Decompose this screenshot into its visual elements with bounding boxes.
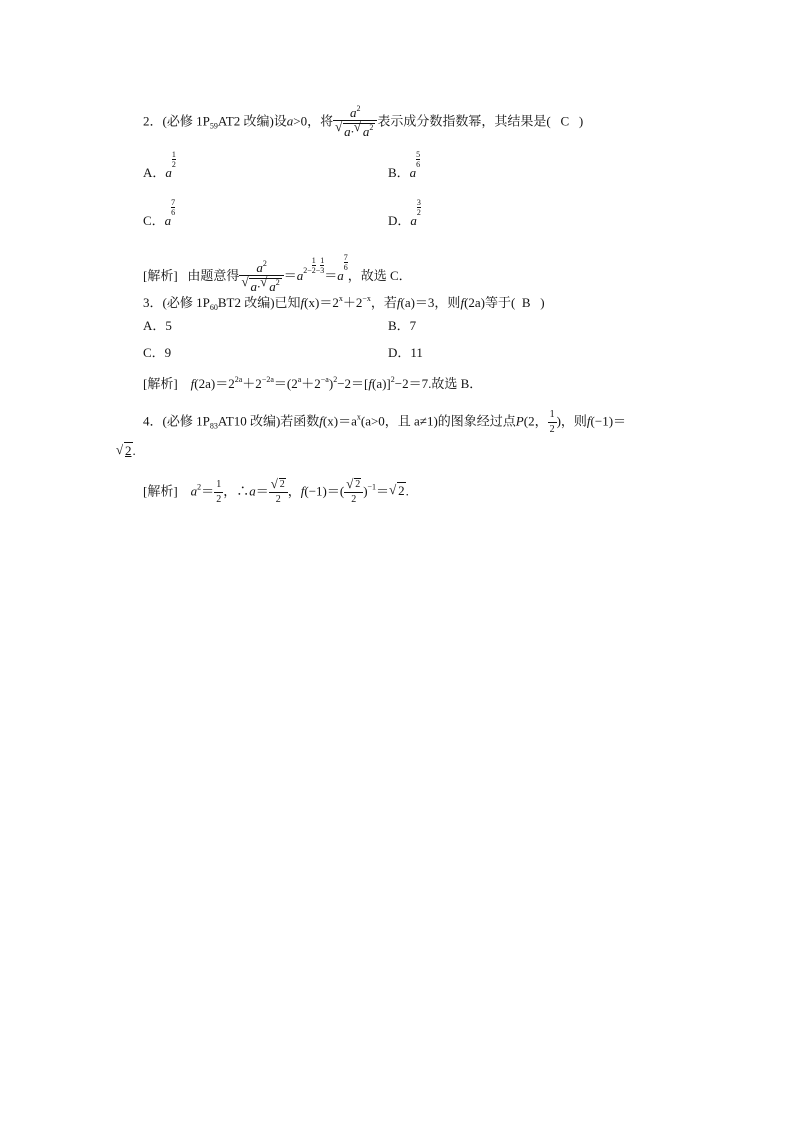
sol-dot: . xyxy=(405,483,409,499)
sol-eq1: ＝ xyxy=(201,483,215,499)
sol-p5: ＋2 xyxy=(301,376,321,391)
sol-p6: ) xyxy=(328,376,334,391)
sol-half-num: 1 xyxy=(216,479,222,490)
q3-expr-1-sup: x xyxy=(338,294,343,303)
sol-p3: ＋2 xyxy=(242,376,262,391)
q4-pt-den: 2 xyxy=(549,424,555,435)
q4-solution xyxy=(143,478,409,507)
sol-tail: ，故选 C． xyxy=(347,268,412,283)
q3-expr-2: ＋2 xyxy=(342,295,363,310)
q2-frac-den-sqrt: √ a· √ $a^2$ xyxy=(335,119,374,139)
sol-frac-num-exp: 2 xyxy=(262,258,267,268)
q2-fraction xyxy=(333,102,377,139)
choice-label: B． xyxy=(388,318,410,333)
sol-s6: 2 xyxy=(390,375,395,384)
q2-number: 2． xyxy=(143,113,163,129)
q4-answer-sqrt: √ 2 xyxy=(116,442,132,458)
choice-base: a xyxy=(164,213,172,228)
solution-lead: 由题意得 xyxy=(187,268,240,283)
q2-choice-c xyxy=(143,198,175,230)
q3-solution xyxy=(143,371,482,393)
q2-answer: C xyxy=(560,113,570,129)
sol-a: a xyxy=(190,483,198,499)
choice-exp-num: 7 xyxy=(171,198,176,207)
sol-half-num: 1 xyxy=(311,256,316,265)
sol-base-2: a xyxy=(337,268,344,283)
q3-stem xyxy=(143,290,545,317)
q4-source-page: 83 xyxy=(209,421,218,431)
q4-answer-radicand: 2 xyxy=(125,443,132,458)
q2-condition: >0，将 xyxy=(293,113,334,129)
choice-base: a xyxy=(409,165,417,180)
q2-frac-den: a· xyxy=(344,124,354,139)
choice-value: 11 xyxy=(410,345,423,360)
sol-close: ) xyxy=(363,483,368,499)
sol-root-frac-2 xyxy=(344,478,363,507)
q4-pt-close: )，则 xyxy=(556,413,587,429)
sol-sup2: 2 xyxy=(197,482,202,492)
q4-f2-rest: (−1)＝ xyxy=(590,413,627,429)
q3-fa: f xyxy=(396,295,401,310)
sol-frac-den-sqrt: √ a· √ $a^2$ xyxy=(241,273,280,294)
q3-source-page: 60 xyxy=(209,303,218,312)
sol-half-den: 2 xyxy=(311,266,316,275)
q3-source: (必修 1P xyxy=(162,295,210,310)
q4-answer-tail: . xyxy=(132,443,136,458)
choice-exp-den: 2 xyxy=(416,208,421,217)
sol-p2: (2a)＝2 xyxy=(194,376,235,391)
sol-result-den: 6 xyxy=(343,263,348,272)
sol-exp-2: 2 xyxy=(303,266,308,275)
choice-label: D． xyxy=(388,213,411,228)
choice-exp-den: 2 xyxy=(171,160,176,169)
q2-source-suffix: AT2 改编)设 xyxy=(217,113,287,129)
q3-expr-1: (x)＝2 xyxy=(304,295,339,310)
q3-choice-c xyxy=(143,344,171,362)
sol-inner-base: a xyxy=(269,278,276,294)
sol-p7: −2＝[ xyxy=(337,376,369,391)
q3-f: f xyxy=(300,295,305,310)
sol-s5: 2 xyxy=(333,375,338,384)
sol-f: f xyxy=(300,483,305,499)
q4-number: 4． xyxy=(143,413,163,429)
q3-source-suffix: BT2 改编)已知 xyxy=(217,295,301,310)
q2-choice-d xyxy=(388,198,421,230)
sol-a2: a xyxy=(249,483,256,499)
choice-label: A． xyxy=(143,165,166,180)
choice-value: 5 xyxy=(165,318,172,333)
sol-final-sqrt: √ 2 xyxy=(389,482,405,499)
q2-close: ) xyxy=(578,113,584,129)
q2-var-a: a xyxy=(286,113,294,129)
sol-rest: (−1)＝( xyxy=(304,483,345,499)
q3-choice-a xyxy=(143,317,172,335)
sol-comma: ， xyxy=(287,483,301,499)
sol-s1: 2a xyxy=(234,375,243,384)
sol-frac-den: a· xyxy=(250,278,261,294)
q4-f: f xyxy=(319,413,323,429)
sol-eq-2: ＝ xyxy=(324,268,338,283)
sol-minus-2: − xyxy=(315,266,321,275)
choice-base: a xyxy=(410,213,417,228)
q3-choice-b xyxy=(388,317,416,335)
sol-minus: − xyxy=(307,266,312,275)
q4-source: (必修 1P xyxy=(162,413,210,429)
q3-close: ) xyxy=(540,295,545,310)
q4-stem xyxy=(143,408,626,437)
sol-root-den: 2 xyxy=(269,492,288,507)
sol-f-2: f xyxy=(368,376,372,391)
q3-answer: B xyxy=(521,295,531,310)
q2-inner-base: a xyxy=(362,124,370,139)
q3-mid: ，若 xyxy=(370,295,397,310)
q2-source: (必修 1P xyxy=(162,113,210,129)
sol-eq: ＝ xyxy=(283,268,297,283)
choice-value: 7 xyxy=(409,318,417,333)
sol-root-sqrt: √ 2 xyxy=(270,476,285,491)
sol-eq3: ＝ xyxy=(376,483,390,499)
q4-answer-line xyxy=(116,442,136,460)
sol-half-den: 2 xyxy=(216,494,222,505)
sol-base: a xyxy=(296,268,304,283)
q3-f2a-rest: (2a)等于( xyxy=(464,295,516,310)
sol-result-num: 7 xyxy=(343,253,348,262)
q3-f2a: f xyxy=(460,295,465,310)
choice-label: A． xyxy=(143,318,166,333)
choice-base: a xyxy=(165,165,172,180)
choice-label: C． xyxy=(143,213,165,228)
solution-tag: [解析] xyxy=(143,483,178,499)
q4-source-suffix: AT10 改编)若函数 xyxy=(217,413,320,429)
sol-eq2: ＝ xyxy=(255,483,269,499)
sol-final: 2 xyxy=(398,483,405,499)
sol-root-num-2: 2 xyxy=(355,479,361,490)
q3-fa-rest: (a)＝3，则 xyxy=(400,295,461,310)
q2-sol-fraction xyxy=(239,257,283,294)
sol-frac-num: a xyxy=(256,259,263,275)
q4-point-p: P xyxy=(515,413,524,429)
sol-root-sqrt-2: √ 2 xyxy=(346,476,361,491)
solution-tag: [解析] xyxy=(143,376,178,391)
q3-number: 3． xyxy=(143,295,163,310)
q4-pt-frac xyxy=(548,408,557,437)
q2-choice-b xyxy=(388,150,420,182)
sol-third-num: 1 xyxy=(320,256,325,265)
q4-cond: (a>0，且 a≠1)的图象经过点 xyxy=(360,413,516,429)
sol-root-num: 2 xyxy=(279,479,285,490)
q4-fx-rest: (x)＝a xyxy=(322,413,357,429)
q2-stem xyxy=(143,104,583,141)
sol-half xyxy=(214,478,223,507)
sol-sup-m1: −1 xyxy=(367,482,377,492)
choice-exp-num: 3 xyxy=(416,198,421,207)
sol-third-den: 3 xyxy=(320,266,325,275)
q2-frac-num: a xyxy=(350,105,357,120)
choice-exp-den: 6 xyxy=(171,208,176,217)
sol-s2: −2a xyxy=(261,375,274,384)
q3-choice-d xyxy=(388,344,423,362)
solution-tag: [解析] xyxy=(143,268,178,283)
choice-value: 9 xyxy=(164,345,172,360)
q2-tail: 表示成分数指数幂，其结果是( xyxy=(377,113,551,129)
q2-source-page: 59 xyxy=(209,121,218,131)
q4-pt-open: (2， xyxy=(523,413,548,429)
q2-choice-a xyxy=(143,150,176,182)
sol-f: f xyxy=(190,376,195,391)
sol-s4: −a xyxy=(320,375,329,384)
sol-inner-exp: 2 xyxy=(275,277,280,287)
choice-label: C． xyxy=(143,345,165,360)
q4-f2: f xyxy=(586,413,591,429)
choice-exp-num: 5 xyxy=(416,150,421,159)
choice-exp-num: 1 xyxy=(171,150,176,159)
sol-inner-sqrt: √ $a^2$ xyxy=(260,273,280,294)
sol-s3: a xyxy=(297,375,302,384)
q2-frac-num-exp: 2 xyxy=(356,104,361,113)
sol-p4: ＝(2 xyxy=(273,376,298,391)
q3-expr-2-sup: −x xyxy=(362,294,371,303)
sol-root-frac xyxy=(269,478,288,507)
sol-therefore: ，∴ xyxy=(223,483,250,499)
q4-pt-num: 1 xyxy=(549,409,555,420)
q2-inner-sqrt: √ $a^2$ xyxy=(353,119,374,139)
choice-exp-den: 6 xyxy=(416,160,421,169)
q4-sup: x xyxy=(356,412,361,422)
q2-inner-exp: 2 xyxy=(369,123,374,132)
sol-p9: (a)] xyxy=(372,376,391,391)
choice-label: B． xyxy=(388,165,410,180)
sol-root-den-2: 2 xyxy=(344,492,363,507)
sol-p10: −2＝7.故选 B． xyxy=(394,376,483,391)
choice-label: D． xyxy=(388,345,411,360)
